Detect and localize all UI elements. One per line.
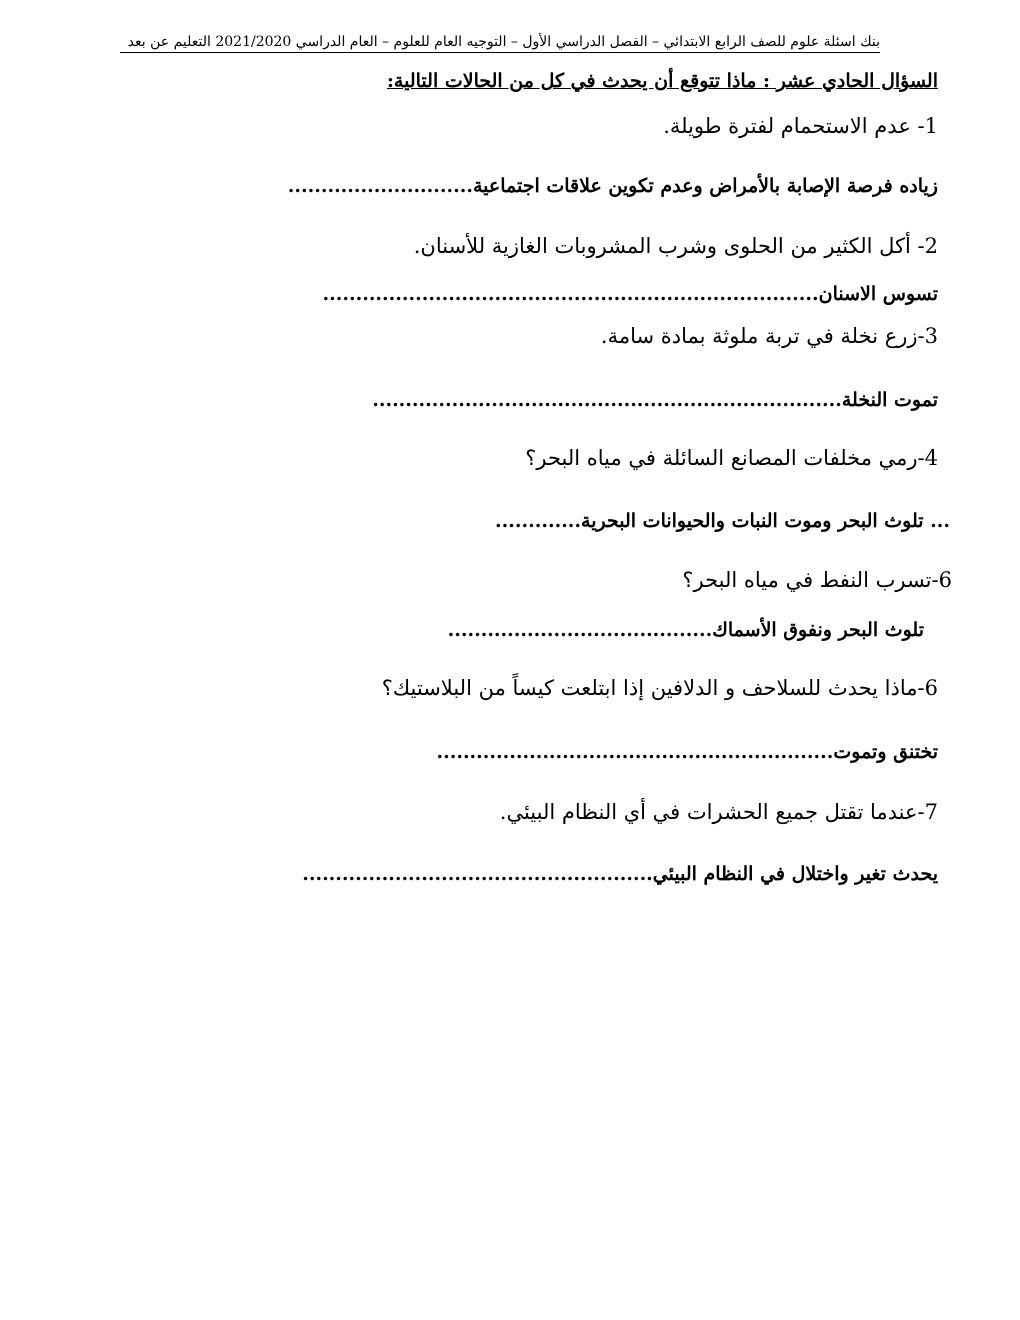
page-header: بنك اسئلة علوم للصف الرابع الابتدائي – الفصل الدراسي الأول – التوجيه العام للعلوم – العام الدراسي 2021/2020 التعليم عن بعد (120, 34, 880, 53)
question-3: 3-زرع نخلة في تربة ملوثة بمادة سامة. (600, 324, 938, 348)
question-2: 2- أكل الكثير من الحلوى وشرب المشروبات الغازية للأسنان. (413, 234, 938, 258)
question-1: 1- عدم الاستحمام لفترة طويلة. (663, 114, 938, 138)
question-5: 6-تسرب النفط في مياه البحر؟ (682, 568, 952, 592)
answer-6: تختنق وتموت............................................................ (436, 741, 938, 763)
answer-4: ... تلوث البحر وموت النبات والحيوانات البحرية............. (495, 510, 950, 532)
question-4: 4-رمي مخلفات المصانع السائلة في مياه البحر؟ (525, 446, 938, 470)
question-title: السؤال الحادي عشر : ماذا تتوقع أن يحدث في كل من الحالات التالية: (386, 70, 938, 92)
answer-5: تلوث البحر ونفوق الأسماك........................................ (447, 619, 924, 641)
answer-2: تسوس الاسنان........................................................................... (322, 283, 938, 305)
question-6: 6-ماذا يحدث للسلاحف و الدلافين إذا ابتلعت كيساً من البلاستيك؟ (381, 676, 938, 700)
answer-1: زياده فرصة الإصابة بالأمراض وعدم تكوين علاقات اجتماعية............................ (287, 175, 938, 197)
answer-3: تموت النخلة....................................................................... (372, 389, 938, 411)
answer-7: يحدث تغير واختلال في النظام البيئي..................................................... (302, 863, 938, 885)
question-7: 7-عندما تقتل جميع الحشرات في أي النظام البيئي. (499, 800, 938, 824)
